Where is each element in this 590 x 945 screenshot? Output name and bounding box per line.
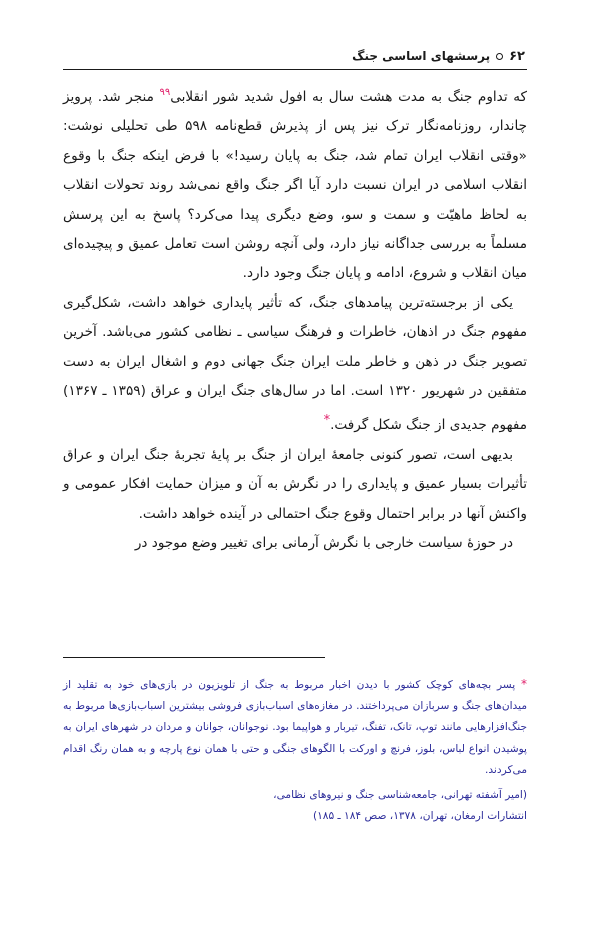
reference-marker: ۹۹ [159, 87, 171, 98]
paragraph-1-part-a: که تداوم جنگ به مدت هشت سال به افول شدید شور انقلابی [170, 89, 527, 105]
footnote-citation [63, 785, 527, 827]
footnote-rule [63, 657, 325, 658]
footnote-text: پسر بچه‌های کوچک کشور با دیدن اخبار مربوط به جنگ از تلویزیون در بازی‌های خود به تقلید از میدان‌های جنگ و سربازان می‌پرداختند. در مغازه‌های اسباب‌بازی فروشی بیشترین اسباب‌بازی‌ها مربوط به جنگ‌افزارهایی مانند توپ، تانک، تفنگ، تیربار و هواپیما بود. نوجوانان، جوانان و مردان در شهرهای ایران به پوشیدن انواع لباس، بلوز، فرنچ و اورکت با الگوهای جنگی و حتی با همان نوع پارچه و به همان رنگ اقدام می‌کردند. [63, 679, 527, 776]
page-number: ۶۲ [509, 48, 525, 64]
footnote-body [63, 674, 527, 781]
paragraph-1 [63, 78, 527, 289]
paragraph-2 [63, 289, 527, 441]
footnote-marker: * [323, 413, 331, 429]
paragraph-4: در حوزهٔ سیاست خارجی با نگرش آرمانی برای تغییر وضع موجود در [134, 535, 513, 552]
citation-line-1: (امیر آشفته تهرانی، جامعه‌شناسی جنگ و نیروهای نظامی، [273, 789, 527, 802]
citation-line-2: انتشارات ارمغان، تهران، ۱۳۷۸، صص ۱۸۴ ـ ۱۸۵) [312, 810, 527, 823]
body-text [63, 78, 527, 559]
running-title: پرسشهای اساسی جنگ [352, 49, 491, 63]
running-header [65, 46, 525, 66]
circle-ornament-icon [496, 53, 503, 60]
paragraph-1-part-b: منجر شد. پرویز چاندار، روزنامه‌نگار ترک نیز پس از پذیرش قطع‌نامه ۵۹۸ طی تحلیلی نوشت: «وقتی انقلاب ایران تمام شد، جنگ به پایان رسید!» با فرض اینکه جنگ با وقوع انقلاب اسلامی در ایران نسبت دارد آیا اگر جنگ واقع نمی‌شد روند تحولات انقلاب به لحاظ ماهیّت و سمت و سو، وضع دیگری پیدا می‌کرد؟ پاسخ به این پرسش مسلماً به بررسی جداگانه نیاز دارد، ولی آنچه روشن است تعامل عمیق و پیچیده‌ای میان انقلاب و شروع، ادامه و پایان جنگ وجود دارد. [63, 89, 527, 282]
footnote [63, 674, 527, 827]
paragraph-2-text: یکی از برجسته‌ترین پیامدهای جنگ، که تأثیر پایداری خواهد داشت، شکل‌گیری مفهوم جنگ در اذهان، خاطرات و فرهنگ سیاسی ـ نظامی کشور می‌باشد. آخرین تصویر جنگ در ذهن و خاطر ملت ایران جنگ جهانی دوم و اشغال ایران به دست متفقین در شهریور ۱۳۲۰ است. اما در سال‌های جنگ ایران و عراق (۱۳۵۹ ـ ۱۳۶۷) مفهوم جدیدی از جنگ شکل گرفت. [63, 294, 528, 434]
header-rule [63, 69, 527, 70]
footnote-star: * [521, 677, 527, 691]
paragraph-3: بدیهی است، تصور کنونی جامعهٔ ایران از جنگ بر پایهٔ تجربهٔ جنگ ایران و عراق تأثیرات بسیار عمیق و پایداری را در نگرش به آن و میزان حمایت افکار عمومی و واکنش آنها در برابر احتمال وقوع جنگ احتمالی در آینده خواهد داشت. [63, 446, 527, 522]
